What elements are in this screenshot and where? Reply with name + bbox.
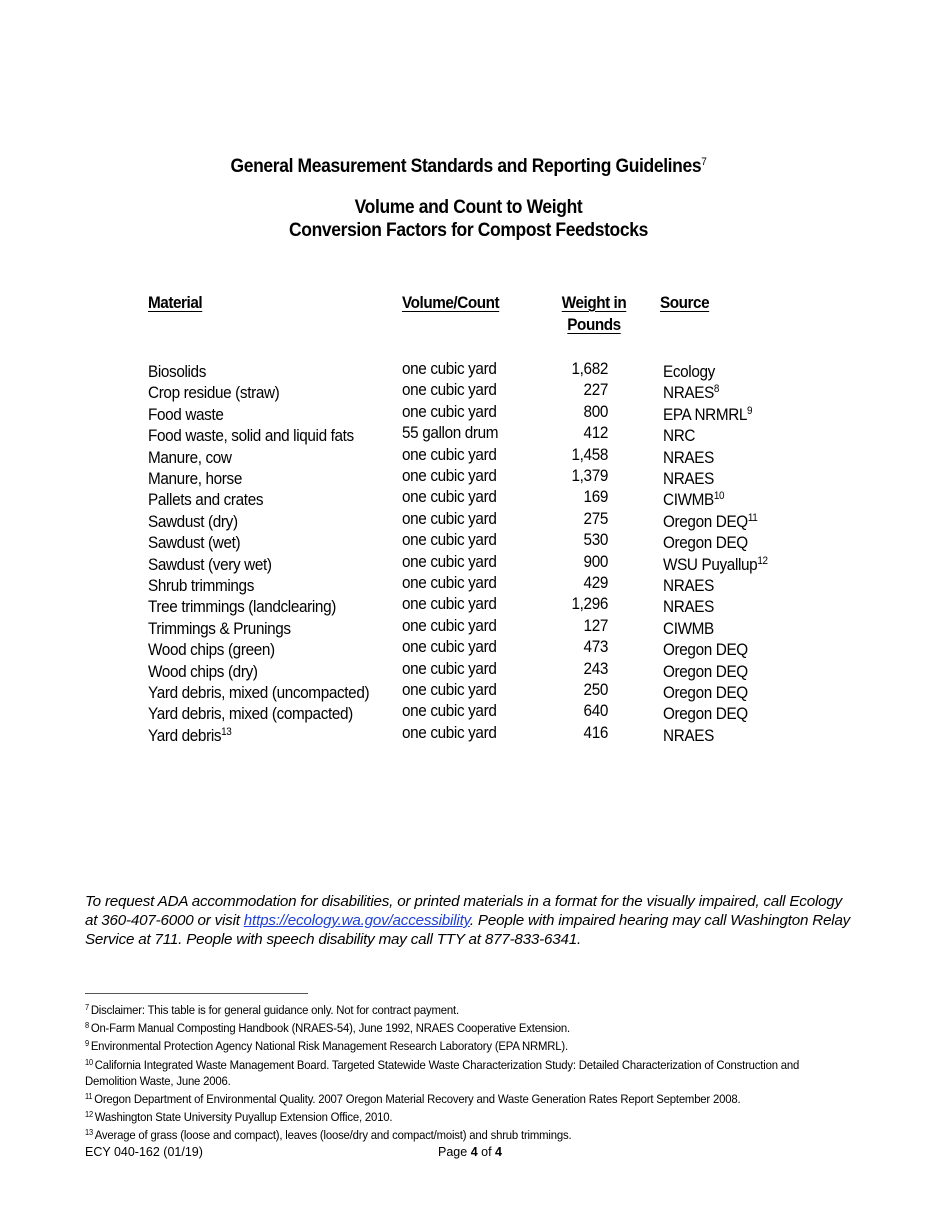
cell-volume-text: one cubic yard — [402, 530, 497, 550]
cell-weight — [536, 636, 608, 657]
table-row — [148, 508, 788, 529]
cell-material — [148, 422, 354, 446]
cell-material — [148, 593, 336, 617]
table-row — [148, 379, 788, 403]
cell-volume — [402, 444, 496, 465]
table-row — [148, 529, 788, 553]
cell-material — [148, 615, 291, 639]
cell-weight-text: 412 — [583, 423, 608, 443]
footnote-text: Washington State University Puyallup Extension Office, 2010. — [94, 1110, 393, 1125]
page-number — [438, 1145, 502, 1159]
cell-source-text: WSU Puyallup — [663, 554, 758, 574]
cell-weight-text: 1,682 — [571, 359, 608, 378]
cell-volume — [402, 658, 496, 679]
cell-material — [148, 658, 258, 682]
cell-material-text: Sawdust (wet) — [148, 533, 241, 553]
ada-notice — [85, 892, 855, 949]
cell-weight — [536, 658, 608, 679]
cell-weight — [536, 700, 608, 721]
cell-source — [663, 636, 748, 660]
cell-source-text: EPA NRMRL — [663, 404, 748, 424]
cell-material — [148, 700, 353, 724]
footnote — [85, 1000, 801, 1018]
footnote-ref: 12 — [757, 554, 768, 567]
footnote-number: 7 — [85, 1003, 89, 1012]
footnote — [85, 1055, 852, 1089]
cell-volume — [402, 593, 496, 614]
cell-volume-text: one cubic yard — [402, 701, 497, 721]
cell-volume — [402, 358, 496, 379]
cell-volume — [402, 700, 496, 721]
cell-weight — [536, 508, 608, 529]
cell-weight — [536, 615, 608, 636]
cell-material — [148, 444, 232, 468]
cell-material-text: Tree trimmings (landclearing) — [148, 597, 336, 617]
footnotes — [85, 1000, 855, 1144]
cell-volume-text: one cubic yard — [402, 680, 497, 699]
cell-weight-text: 250 — [583, 680, 608, 699]
footnote-text: Environmental Protection Agency National Risk Management Research Laboratory (EPA NRMRL). — [90, 1039, 568, 1054]
cell-weight-text: 800 — [583, 401, 608, 421]
cell-volume — [402, 529, 496, 550]
cell-volume-text: one cubic yard — [402, 551, 497, 571]
weight-header-line-2: Pounds — [567, 315, 621, 334]
table-row — [148, 636, 788, 660]
cell-volume-text: one cubic yard — [402, 573, 497, 592]
cell-weight — [536, 358, 608, 379]
cell-weight — [536, 529, 608, 550]
table-row — [148, 465, 788, 486]
cell-weight — [536, 572, 608, 593]
cell-material — [148, 722, 231, 746]
table-row — [148, 593, 788, 617]
table-row — [148, 486, 788, 510]
cell-source-text: Oregon DEQ — [663, 704, 748, 724]
column-header-material: Material — [148, 293, 203, 312]
cell-source — [663, 358, 715, 382]
cell-weight-text: 1,379 — [571, 466, 608, 485]
cell-weight-text: 1,296 — [571, 594, 608, 614]
cell-source-text: NRAES — [663, 383, 714, 403]
cell-volume-text: one cubic yard — [402, 508, 497, 528]
footnote — [85, 1018, 801, 1036]
cell-material-text: Food waste, solid and liquid fats — [148, 426, 354, 446]
footnote-text: On-Farm Manual Composting Handbook (NRAES-54), June 1992, NRAES Cooperative Extension. — [90, 1021, 570, 1036]
column-header-volume: Volume/Count — [402, 293, 500, 312]
cell-source — [663, 529, 748, 553]
cell-source — [663, 401, 752, 425]
footnote-number: 8 — [85, 1021, 89, 1031]
cell-source-text: CIWMB — [663, 618, 714, 638]
cell-volume — [402, 401, 496, 422]
cell-source — [663, 722, 714, 746]
cell-material-text: Trimmings & Prunings — [148, 618, 291, 638]
cell-source — [663, 379, 719, 403]
cell-volume-text: one cubic yard — [402, 380, 497, 400]
cell-source — [663, 486, 724, 510]
cell-volume — [402, 465, 496, 486]
title-text: General Measurement Standards and Reporting Guidelines — [230, 156, 702, 177]
cell-source — [663, 658, 748, 682]
footnote-ref: 9 — [747, 404, 753, 417]
footnote-number: 13 — [85, 1128, 93, 1138]
cell-source-text: Oregon DEQ — [663, 640, 748, 660]
page-of: of — [481, 1145, 492, 1159]
cell-volume — [402, 551, 496, 572]
ada-text-1: To request ADA accommodation for disabilities, or printed materials in a format for the visually impaired, call Ecology at 360-407-6000 or visit — [85, 893, 843, 929]
cell-weight — [536, 444, 608, 465]
cell-material-text: Pallets and crates — [148, 490, 264, 510]
cell-volume-text: one cubic yard — [402, 466, 497, 485]
cell-source-text: Oregon DEQ — [663, 661, 748, 681]
page-current: 4 — [470, 1145, 478, 1159]
cell-material — [148, 572, 254, 596]
cell-volume-text: one cubic yard — [402, 615, 497, 635]
table-row — [148, 444, 788, 465]
footnote-ref: 10 — [713, 490, 725, 503]
cell-material — [148, 529, 240, 553]
page-total: 4 — [495, 1145, 502, 1159]
cell-weight-text: 1,458 — [571, 444, 608, 464]
cell-volume — [402, 679, 496, 700]
cell-material-text: Shrub trimmings — [148, 576, 254, 595]
footnote-ref: 13 — [221, 725, 232, 738]
cell-source-text: NRC — [663, 426, 696, 446]
cell-material — [148, 401, 224, 425]
cell-weight-text: 416 — [583, 722, 608, 742]
table-row — [148, 700, 788, 724]
cell-volume — [402, 572, 496, 593]
cell-material-text: Crop residue (straw) — [148, 383, 280, 403]
conversion-table — [148, 292, 788, 745]
cell-weight-text: 243 — [583, 658, 608, 678]
cell-material-text: Sawdust (very wet) — [148, 554, 272, 574]
form-number: ECY 040-162 (01/19) — [85, 1145, 203, 1159]
cell-source-text: NRAES — [663, 597, 714, 617]
table-row — [148, 658, 788, 679]
cell-volume-text: one cubic yard — [402, 359, 497, 378]
cell-weight-text: 227 — [583, 380, 608, 400]
cell-source-text: NRAES — [663, 469, 714, 488]
footnote-divider — [85, 993, 308, 994]
footnote-ref: 11 — [747, 511, 758, 524]
cell-volume — [402, 379, 496, 400]
cell-source-text: NRAES — [663, 576, 714, 595]
cell-volume-text: one cubic yard — [402, 722, 497, 742]
cell-weight — [536, 486, 608, 507]
cell-volume — [402, 486, 496, 507]
subtitle-line-1: Volume and Count to Weight — [354, 197, 583, 218]
cell-source — [663, 593, 714, 617]
cell-source-text: Oregon DEQ — [663, 511, 748, 531]
footnote-number: 10 — [85, 1057, 93, 1067]
cell-source — [663, 444, 714, 468]
footnote-text: Average of grass (loose and compact), leaves (loose/dry and compact/moist) and shrub trimmings. — [94, 1128, 572, 1143]
cell-material — [148, 636, 275, 660]
cell-source — [663, 700, 748, 724]
weight-header-line-1: Weight in — [561, 293, 627, 312]
cell-volume-text: 55 gallon drum — [402, 423, 499, 443]
cell-volume-text: one cubic yard — [402, 637, 497, 657]
footnote-ref: 7 — [701, 156, 707, 168]
table-row — [148, 722, 788, 743]
footnote-text: California Integrated Waste Management Board. Targeted Statewide Waste Characterization Study: Detailed Characterization of Construction and Demolition Waste, June 2006. — [85, 1057, 800, 1088]
cell-source — [663, 551, 768, 575]
footnote-number: 11 — [85, 1092, 93, 1102]
cell-volume — [402, 508, 496, 529]
cell-material — [148, 358, 206, 382]
cell-weight-text: 473 — [583, 637, 608, 657]
cell-material-text: Yard debris, mixed (uncompacted) — [148, 683, 370, 702]
cell-source-text: Ecology — [663, 362, 715, 381]
cell-volume — [402, 422, 498, 443]
cell-volume-text: one cubic yard — [402, 487, 497, 507]
cell-material — [148, 508, 238, 532]
cell-weight-text: 530 — [583, 530, 608, 550]
cell-source — [663, 679, 748, 703]
cell-source — [663, 572, 714, 596]
page-label: Page — [438, 1145, 468, 1159]
table-row — [148, 615, 788, 636]
cell-weight-text: 169 — [583, 487, 608, 507]
cell-weight-text: 900 — [583, 551, 608, 571]
footnote — [85, 1036, 801, 1054]
ada-text-2: . People with impaired hearing may call Washington Relay Service at 711. People with speech disability may call TTY at 877-833-6341. — [85, 912, 851, 948]
cell-material — [148, 551, 272, 575]
cell-volume — [402, 722, 496, 743]
cell-volume — [402, 615, 496, 636]
cell-source — [663, 615, 714, 639]
column-header-source: Source — [660, 293, 710, 312]
footnote — [85, 1107, 801, 1125]
cell-material-text: Manure, horse — [148, 469, 242, 488]
cell-volume-text: one cubic yard — [402, 444, 497, 464]
cell-material — [148, 465, 242, 489]
cell-source — [663, 508, 757, 532]
cell-weight — [536, 401, 608, 422]
cell-volume-text: one cubic yard — [402, 594, 497, 614]
cell-source-text: NRAES — [663, 725, 714, 745]
cell-source — [663, 422, 695, 446]
cell-source-text: Oregon DEQ — [663, 533, 748, 553]
cell-material — [148, 486, 263, 510]
cell-material-text: Sawdust (dry) — [148, 511, 238, 531]
cell-weight — [536, 679, 608, 700]
table-row — [148, 422, 788, 446]
cell-source-text: NRAES — [663, 447, 714, 467]
cell-material-text: Yard debris, mixed (compacted) — [148, 704, 353, 724]
footnote-text: Oregon Department of Environmental Quality. 2007 Oregon Material Recovery and Waste Generation Rates Report September 2008. — [94, 1092, 741, 1107]
footnote — [85, 1125, 801, 1143]
cell-weight — [536, 722, 608, 743]
cell-material-text: Food waste — [148, 404, 224, 424]
table-row — [148, 679, 788, 700]
cell-volume-text: one cubic yard — [402, 401, 497, 421]
cell-weight — [536, 422, 608, 443]
cell-weight — [536, 593, 608, 614]
cell-volume — [402, 636, 496, 657]
cell-weight-text: 429 — [583, 573, 608, 592]
footnote — [85, 1089, 801, 1107]
table-row — [148, 401, 788, 422]
accessibility-link[interactable]: https://ecology.wa.gov/accessibility — [243, 912, 470, 929]
cell-weight — [536, 379, 608, 400]
table-row — [148, 551, 788, 572]
cell-material — [148, 379, 279, 403]
table-header — [148, 292, 788, 348]
cell-source — [663, 465, 714, 489]
page-subtitle — [37, 196, 899, 242]
cell-material-text: Wood chips (green) — [148, 640, 275, 660]
cell-source-text: CIWMB — [663, 490, 714, 510]
footnote-number: 9 — [85, 1039, 89, 1049]
table-row — [148, 358, 788, 379]
cell-weight — [536, 465, 608, 486]
cell-weight-text: 640 — [583, 701, 608, 721]
page-title — [37, 156, 899, 178]
subtitle-line-2: Conversion Factors for Compost Feedstocks — [289, 220, 648, 241]
cell-material — [148, 679, 369, 703]
cell-material-text: Manure, cow — [148, 447, 232, 467]
footnote-number: 12 — [85, 1110, 93, 1120]
cell-weight-text: 275 — [583, 508, 608, 528]
table-row — [148, 572, 788, 593]
column-header-weight — [558, 292, 630, 336]
cell-material-text: Yard debris — [148, 725, 222, 745]
footnote-text: Disclaimer: This table is for general guidance only. Not for contract payment. — [90, 1003, 459, 1017]
cell-material-text: Wood chips (dry) — [148, 661, 258, 681]
cell-source-text: Oregon DEQ — [663, 683, 748, 702]
cell-weight — [536, 551, 608, 572]
footnote-ref: 8 — [713, 383, 720, 396]
cell-material-text: Biosolids — [148, 362, 206, 381]
cell-weight-text: 127 — [583, 615, 608, 635]
cell-volume-text: one cubic yard — [402, 658, 497, 678]
